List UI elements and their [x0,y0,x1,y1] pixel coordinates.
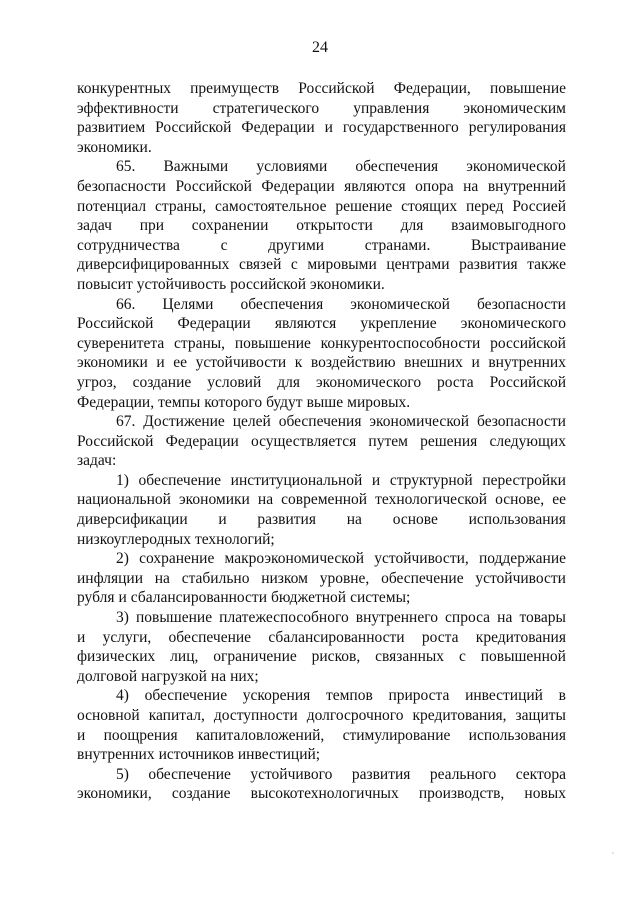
word: темпов [325,687,373,705]
word: внутреннего [355,609,438,627]
word: угроз, [77,373,117,391]
word: внутренних [77,746,155,764]
word: технологий; [194,530,275,548]
word: Российской [489,373,566,391]
word: высокотехнологичных [250,785,399,803]
word: другими [268,236,325,254]
word: рисков, [311,648,361,666]
word: на [257,491,274,509]
word: экономики [179,491,250,509]
word: стабильно [181,569,250,587]
word: низкоуглеродных [77,530,191,548]
text-line [77,157,566,177]
text-line [77,216,566,236]
word: осуществляется [250,432,357,450]
word: капиталовложений, [195,726,325,744]
word: условиями [256,158,328,176]
word: Российской [298,80,375,97]
word: и [471,354,480,372]
word: конкурентоспособности [320,334,481,352]
word: прироста [388,687,450,705]
word: и [371,471,381,489]
text-line [77,569,566,589]
word: безопасности [476,295,566,313]
document-text-body [77,79,566,804]
word: экономики [77,354,148,372]
word: устойчивости [195,354,287,372]
word: долговой [77,667,138,685]
word: использования [468,511,566,529]
word: развития [459,256,518,274]
word: связей [238,256,282,274]
word: экономики. [310,275,385,293]
word: решения [420,432,478,450]
word: сотрудничества [77,236,180,254]
word: мировых. [347,393,411,411]
word: создание [171,785,231,803]
word: в [558,687,566,705]
word: роста [437,373,474,391]
word: Российской [77,432,154,450]
word: инвестиций [465,687,543,705]
text-line [77,628,566,648]
word: технологической [375,491,488,509]
word: безопасности [477,413,566,431]
word: 5) [116,765,129,783]
word: обеспечение [144,687,228,705]
word: и [324,119,333,137]
word: к [294,354,303,372]
word: при [139,217,165,235]
word: сохранении [191,217,269,235]
text-line [77,393,566,413]
text-line [77,588,566,608]
word: страны, [174,334,226,352]
word: нагрузкой [141,667,207,685]
word: потенциал [77,197,147,215]
word: также [527,256,566,274]
word: Выстраивание [471,236,566,254]
word: использования [468,726,566,744]
word: устойчивость [136,275,227,293]
word: создание [132,373,192,391]
word: государственного [342,119,459,137]
word: лиц, [170,648,199,666]
word: темпы [158,393,201,411]
word: Федерации [165,432,239,450]
word: основе, [495,491,545,509]
text-line [77,549,566,569]
word: безопасности [77,177,166,195]
word: Федерации, [77,393,155,411]
word: платежеспособного [219,609,349,627]
word: внутренний [487,177,566,195]
word: перестройки [482,471,566,489]
word: стоящих [401,197,458,215]
word: инвестиций; [237,746,321,764]
word: стимулирование [342,726,451,744]
word: поощрения [103,726,178,744]
text-line [77,471,566,491]
word: физических [77,648,156,666]
word: эффективности [77,99,179,117]
word: основной [77,707,140,724]
word: российской [230,275,307,293]
word: ее [552,491,566,509]
word: повысит [77,275,133,293]
page-number: 24 [312,39,328,56]
word: следующих [489,432,566,450]
word: Федерации [241,119,315,137]
text-line [77,667,566,687]
text-line [77,686,566,706]
word: экономической [466,158,566,176]
word: сбалансированности [268,628,405,646]
word: сохранение [139,550,215,568]
word: 2) [116,550,129,568]
word: конкурентных [77,80,172,97]
word: экономическим [463,99,566,117]
word: экономики, [77,785,152,803]
text-line [77,99,566,119]
word: внутренних [488,354,566,372]
word: на [463,177,479,195]
text-line [77,647,566,667]
word: на [346,511,362,529]
word: услуги, [102,628,152,646]
word: Федерации, [393,80,471,97]
word: 1) [116,471,129,489]
word: будут [266,393,303,411]
word: повышение [234,334,311,352]
word: и [118,589,127,607]
word: и [77,726,86,744]
word: самостоятельное [214,197,327,215]
word: регулирования [468,119,566,137]
word: мировыми [307,256,377,274]
word: ограничение [213,648,297,666]
word: условий [207,373,262,391]
word: стратегического [212,99,320,117]
word: основе [392,511,438,529]
word: обеспечение [148,765,231,783]
word: и [77,628,86,646]
word: обеспечение [168,628,252,646]
word: кредитования [475,628,566,646]
word: развития [351,765,411,783]
word: институциональной [230,471,363,489]
word: суверенитета [77,334,165,352]
word: кредитования, [412,707,507,724]
word: сектора [515,765,566,783]
word: укрепление [360,315,437,333]
text-line [77,275,566,295]
word: товары [519,609,566,627]
text-line [77,726,566,746]
text-line [77,765,566,785]
text-line [77,255,566,275]
text-line [77,490,566,510]
text-line [77,295,566,315]
text-line [77,177,566,197]
word: 67. [116,413,136,431]
word: 65. [116,158,136,176]
text-line [77,138,566,158]
word: повышение [136,609,213,627]
text-line [77,412,566,432]
text-line [77,608,566,628]
word: обеспечение [381,569,464,587]
word: преимуществ [190,80,280,97]
word: ее [173,354,188,372]
word: которого [204,393,263,411]
text-line [77,432,566,452]
word: страны, [155,197,207,215]
word: долгосрочного [306,707,404,724]
word: спроса [445,609,491,627]
word: Российской [175,177,252,195]
word: уровне, [319,569,370,587]
word: инфляции [77,569,143,587]
text-line [77,451,566,471]
word: Важными [163,158,229,176]
scan-artifact [612,852,614,854]
word: диверсифицированных [77,256,230,274]
word: экономической [369,413,470,431]
text-line [77,784,566,804]
word: системы; [350,589,411,607]
word: являются [274,315,337,333]
word: низком [261,569,308,587]
word: устойчивости [475,569,566,587]
word: экономического [460,315,566,333]
word: опора [415,177,454,195]
word: целей [232,413,271,431]
word: бюджетной [271,589,347,607]
word: устойчивости, [374,550,469,568]
text-line [77,236,566,256]
word: воздействию [310,354,396,372]
word: обеспечение [138,471,222,489]
word: российской [490,334,566,352]
word: Достижение [143,413,225,431]
word: с [458,648,466,666]
word: защиты [515,707,566,724]
text-line [77,79,566,99]
word: доступности [213,707,298,724]
word: центрами [386,256,450,274]
word: развитием [77,119,146,137]
word: роста [421,628,459,646]
word: диверсификации [77,511,188,529]
word: рубля [77,589,115,607]
word: устойчивого [250,765,333,783]
text-line [77,530,566,550]
word: экономической [350,295,450,313]
word: Федерации [177,315,251,333]
word: связанных [375,648,445,666]
word: перед [466,197,504,215]
word: реального [429,765,497,783]
word: странами. [364,236,431,254]
word: решение [335,197,393,215]
word: современной [281,491,368,509]
word: 66. [116,295,136,313]
word: источников [158,746,234,764]
word: экономики. [77,138,152,156]
word: экономического [315,373,422,391]
word: национальной [77,491,171,509]
text-line [77,197,566,217]
word: для [277,373,300,391]
word: Россией [512,197,566,215]
word: макроэкономической [224,550,365,568]
text-line [77,745,566,765]
text-line [77,353,566,373]
word: производств, [418,785,505,803]
word: повышение [489,80,566,97]
word: них; [230,667,259,685]
word: взаимовыгодного [451,217,566,235]
word: Целями [162,295,214,313]
word: структурной [389,471,473,489]
word: обеспечения [355,158,439,176]
word: Российской [77,315,154,333]
text-line [77,314,566,334]
word: развития [257,511,316,529]
word: открытости [296,217,373,235]
word: для [400,217,424,235]
word: задач: [77,452,117,470]
text-line [77,373,566,393]
word: на [154,569,170,587]
word: 4) [116,687,129,705]
word: выше [306,393,344,411]
word: 3) [116,609,129,627]
word: обеспечения [240,295,324,313]
word: путем [368,432,408,450]
word: капитал, [148,707,205,724]
text-line [77,334,566,354]
word: и [156,354,165,372]
word: поддержание [478,550,566,568]
word: на [210,667,227,685]
word: на [497,609,513,627]
text-line [77,118,566,138]
word: внешних [404,354,463,372]
text-line [77,706,566,726]
word: Федерации [261,177,335,195]
word: являются [344,177,406,195]
text-line [77,510,566,530]
word: ускорения [242,687,311,705]
word: и [218,511,227,529]
word: Российской [155,119,232,137]
word: с [290,256,298,274]
word: управления [353,99,430,117]
word: с [220,236,228,254]
word: сбалансированности [130,589,267,607]
word: обеспечения [278,413,362,431]
word: повышенной [480,648,566,666]
word: задач [77,217,112,235]
word: новых [524,785,566,803]
